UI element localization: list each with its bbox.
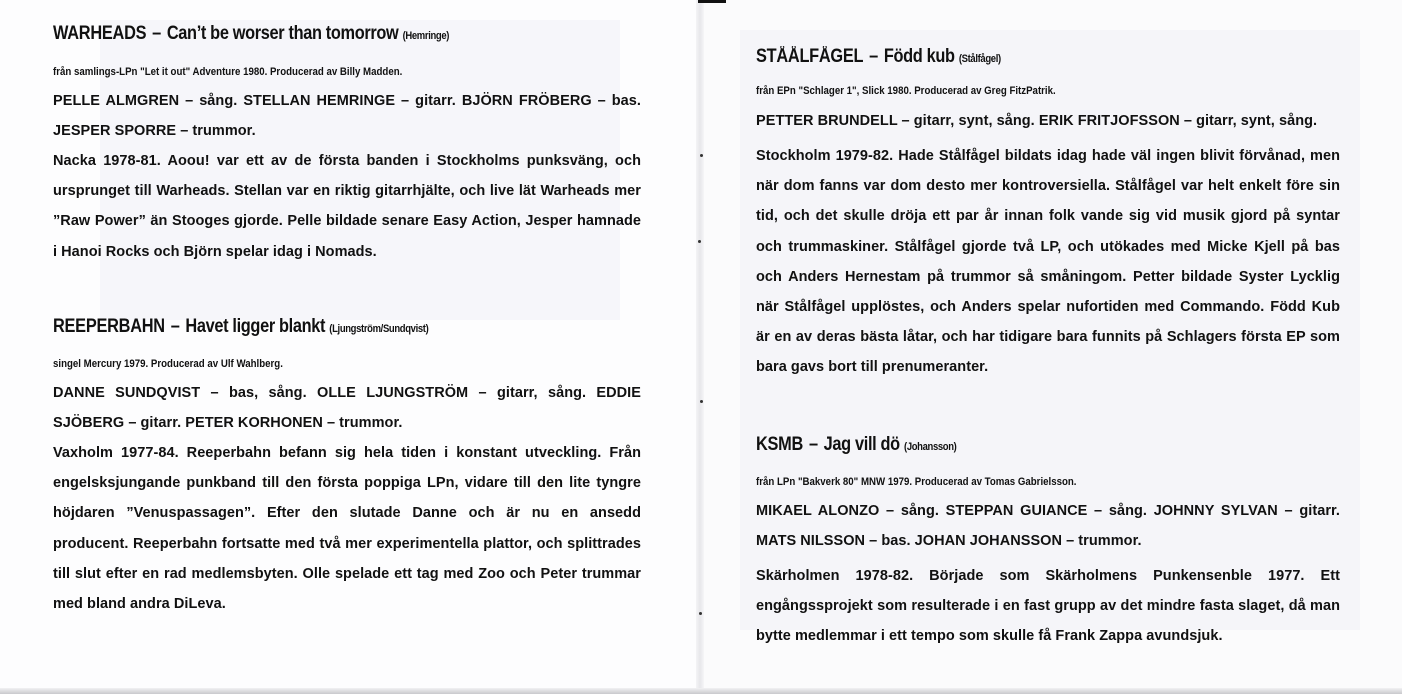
entry-heading [756, 46, 1001, 68]
release-info: singel Mercury 1979. Producerad av Ulf Wahlberg. [53, 358, 283, 370]
release-info: från EPn "Schlager 1", Slick 1980. Producerad av Greg FitzPatrik. [756, 85, 1056, 97]
heading-dash: – [809, 434, 818, 455]
heading-dash: – [152, 23, 161, 44]
dust-speck [700, 154, 703, 157]
songwriter-credit: (Stålfågel) [958, 53, 1001, 65]
dust-speck [700, 400, 703, 403]
dust-speck [698, 240, 701, 243]
song-title: Född kub [883, 46, 955, 67]
release-info: från LPn "Bakverk 80" MNW 1979. Producerad av Tomas Gabrielsson. [756, 476, 1077, 488]
release-info: från samlings-LPn "Let it out" Adventure 1980. Producerad av Billy Madden. [53, 66, 403, 78]
songwriter-credit: (Hemringe) [402, 30, 450, 42]
heading-dash: – [869, 46, 878, 67]
band-name: KSMB [756, 434, 804, 455]
band-name: STÅÅLFÅGEL [756, 46, 864, 67]
heading-dash: – [170, 316, 180, 337]
right-page [700, 0, 1402, 694]
song-title: Jag vill dö [823, 434, 900, 455]
page-bottom-edge [0, 688, 1402, 694]
left-page [0, 0, 700, 694]
member-list: PELLE ALMGREN – sång. STELLAN HEMRINGE – gitarr. BJÖRN FRÖBERG – bas. JESPER SPORRE – trummor. [53, 93, 641, 140]
member-list: DANNE SUNDQVIST – bas, sång. OLLE LJUNGSTRÖM – gitarr, sång. EDDIE SJÖBERG – gitarr. PETER KORHONEN – trummor. [53, 385, 641, 432]
scan-edge-mark [698, 0, 726, 3]
band-history: Vaxholm 1977-84. Reeperbahn befann sig hela tiden i konstant utveckling. Från engelsksjungande punkband till den första poppiga LPn, vidare till den lite tyngre höjdaren ”Venuspassagen”. Efter den slutade Danne och är nu en ansedd producent. Reeperbahn fortsatte med två mer experimentella plattor, och splittrades till slut efter en rad medlemsbyten. Olle spelade ett tag med Zoo och Peter trummar med bland andra DiLeva. [53, 445, 641, 613]
songwriter-credit: (Johansson) [904, 441, 957, 453]
band-history: Nacka 1978-81. Aoou! var ett av de första banden i Stockholms punksväng, och ursprunget till Warheads. Stellan var en riktig gitarrhjälte, och live lät Warheads mer ”Raw Power” än Stooges gjorde. Pelle bildade senare Easy Action, Jesper hamnade i Hanoi Rocks och Björn spelar idag i Nomads. [53, 153, 641, 260]
band-history: Skärholmen 1978-82. Började som Skärholmens Punkensenble 1977. Ett engångssprojekt som resulterade i en fast grupp av det mindre fasta slaget, då man bytte medlemmar i ett tempo som skulle få Frank Zappa avundsjuk. [756, 568, 1340, 645]
songwriter-credit: (Ljungström/Sundqvist) [329, 323, 429, 335]
member-list: MIKAEL ALONZO – sång. STEPPAN GUIANCE – sång. JOHNNY SYLVAN – gitarr. MATS NILSSON – bas. JOHAN JOHANSSON – trummor. [756, 503, 1340, 550]
band-history: Stockholm 1979-82. Hade Stålfågel bildats idag hade väl ingen blivit förvånad, men när dom fanns var dom desto mer kontroversiella. Stålfågel var helt enkelt före sin tid, och det skulle dröja ett par år innan folk vande sig vid musik gjord på syntar och trummaskiner. Stålfågel gjorde två LP, och utökades med Micke Kjell på bas och Anders Hernestam på trummor så småningom. Petter bildade Syster Lycklig när Stålfågel upplöstes, och Anders spelar nufortiden med Commando. Född Kub är en av deras bästa låtar, och har tidigare bara funnits på Schlagers första EP som bara gavs bort till prenumeranter. [756, 148, 1340, 376]
dust-speck [699, 612, 702, 615]
band-name: REEPERBAHN [53, 316, 165, 337]
booklet-gutter [696, 0, 704, 694]
band-name: WARHEADS [53, 23, 147, 44]
entry-heading [53, 316, 428, 338]
song-title: Havet ligger blankt [185, 316, 326, 337]
member-list: PETTER BRUNDELL – gitarr, synt, sång. ERIK FRITJOFSSON – gitarr, synt, sång. [756, 113, 1318, 129]
entry-heading [756, 434, 956, 456]
entry-heading [53, 23, 449, 45]
song-title: Can’t be worser than tomorrow [166, 23, 399, 44]
